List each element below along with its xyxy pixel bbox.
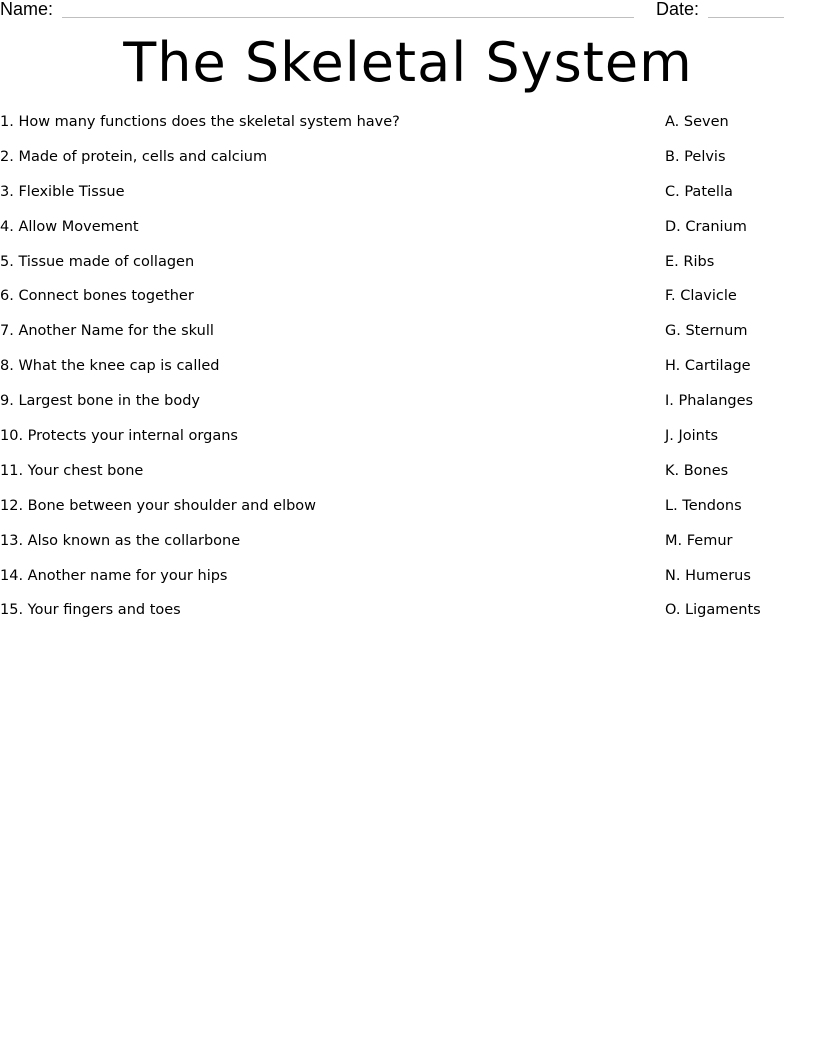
question-item: 1. How many functions does the skeletal system have? — [0, 114, 400, 130]
name-label: Name: — [0, 0, 54, 19]
answer-item: G. Sternum — [665, 323, 748, 340]
answer-item: J. Joints — [665, 428, 719, 445]
question-item: 13. Also known as the collarbone — [0, 532, 241, 549]
question-item: 4. Allow Movement — [0, 218, 139, 235]
answer-item: D. Cranium — [665, 218, 747, 235]
answer-item: F. Clavicle — [665, 288, 737, 305]
name-blank-line — [62, 17, 634, 18]
answer-item: O. Ligaments — [665, 602, 761, 619]
answer-item: M. Femur — [665, 532, 733, 549]
answer-item: E. Ribs — [665, 253, 715, 270]
date-label: Date: — [656, 0, 700, 19]
question-item: 6. Connect bones together — [0, 288, 194, 305]
question-item: 2. Made of protein, cells and calcium — [0, 148, 268, 165]
answer-item: I. Phalanges — [665, 393, 754, 410]
question-item: 8. What the knee cap is called — [0, 358, 220, 375]
page-title: The Skeletal System — [123, 31, 693, 94]
answer-item: L. Tendons — [665, 497, 742, 514]
answer-item: B. Pelvis — [665, 148, 726, 165]
answer-item: A. Seven — [665, 114, 729, 130]
question-item: 14. Another name for your hips — [0, 567, 228, 584]
answer-item: C. Patella — [665, 183, 733, 200]
question-item: 11. Your chest bone — [0, 462, 144, 479]
answer-item: K. Bones — [665, 462, 729, 479]
answer-list — [665, 112, 815, 635]
question-item: 10. Protects your internal organs — [0, 428, 238, 445]
question-item: 5. Tissue made of collagen — [0, 253, 195, 270]
question-item: 12. Bone between your shoulder and elbow — [0, 497, 317, 514]
date-blank-line — [708, 17, 784, 18]
question-item: 15. Your fingers and toes — [0, 602, 181, 619]
question-item: 7. Another Name for the skull — [0, 323, 214, 340]
worksheet-header — [0, 0, 816, 24]
question-list — [0, 112, 640, 635]
question-item: 9. Largest bone in the body — [0, 393, 200, 410]
answer-item: H. Cartilage — [665, 358, 751, 375]
answer-item: N. Humerus — [665, 567, 751, 584]
question-item: 3. Flexible Tissue — [0, 183, 125, 200]
